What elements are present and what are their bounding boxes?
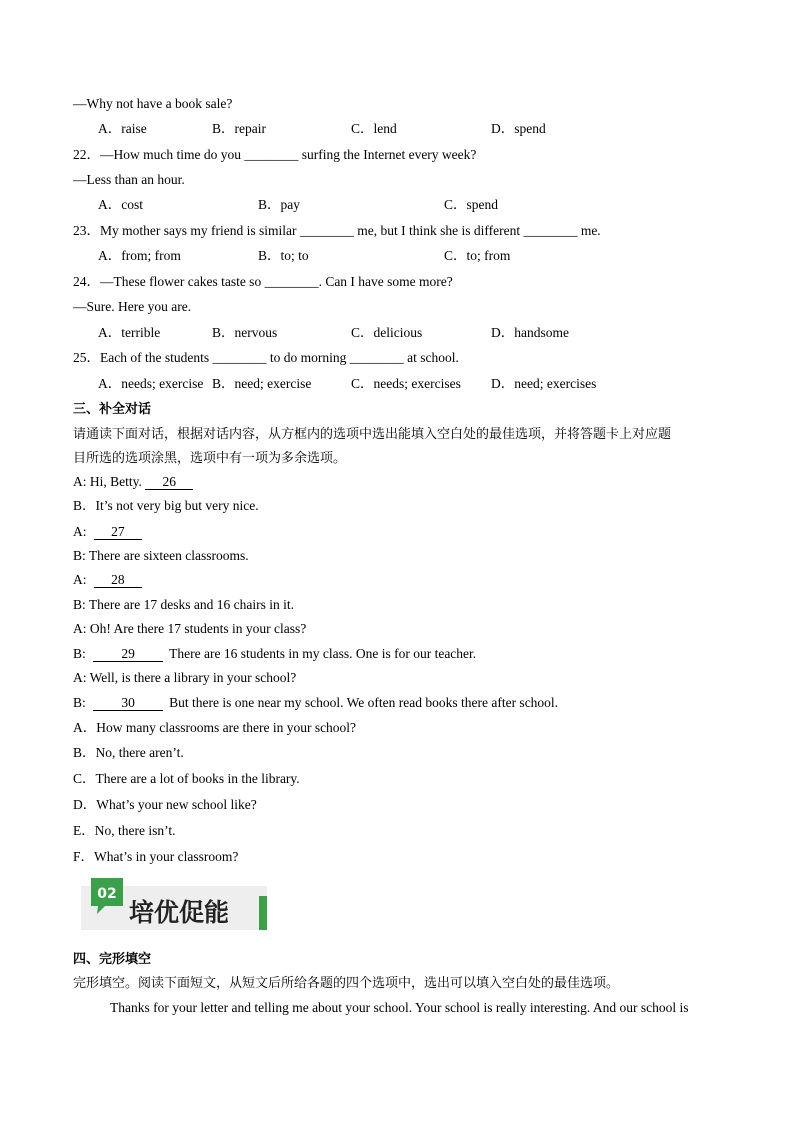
- choice-a: A．How many classrooms are there in your school?: [73, 720, 357, 735]
- q24-option-d: D．handsome: [491, 325, 569, 340]
- q25-stem: 25．Each of the students ________ to do morning ________ at school.: [73, 350, 459, 365]
- q24-option-a: A．terrible: [98, 325, 161, 340]
- q21-option-d: D．spend: [491, 121, 546, 136]
- q25-option-a: A．needs; exercise: [98, 376, 204, 391]
- blank-26: 26: [145, 475, 193, 490]
- q24-option-b: B．nervous: [212, 325, 278, 340]
- choice-b: B．No, there aren’t.: [73, 745, 184, 760]
- dialogue-line-1: A: Hi, Betty. 26: [73, 474, 193, 490]
- choice-f: F．What’s in your classroom?: [73, 849, 239, 864]
- q25-option-c: C．needs; exercises: [351, 376, 461, 391]
- q23-option-c: C．to; from: [444, 248, 511, 263]
- blank-30: 30: [93, 696, 163, 711]
- dialogue-line-6: B: There are 17 desks and 16 chairs in it.: [73, 597, 294, 612]
- dialogue-line-9: A: Well, is there a library in your school?: [73, 670, 297, 685]
- q22-reply: —Less than an hour.: [73, 172, 185, 187]
- banner-graphic: [81, 876, 269, 932]
- q24-reply: —Sure. Here you are.: [73, 299, 192, 314]
- q23-option-a: A．from; from: [98, 248, 181, 263]
- q23-stem: 23．My mother says my friend is similar ________ me, but I think she is different ________ me.: [73, 223, 601, 238]
- section4-instructions: 完形填空。阅读下面短文，从短文后所给各题的四个选项中，选出可以填入空白处的最佳选项。: [73, 976, 620, 991]
- section4-title: 四、完形填空: [73, 952, 152, 967]
- section3-instructions-2: 目所选的选项涂黑，选项中有一项为多余选项。: [73, 451, 347, 466]
- choice-d: D．What’s your new school like?: [73, 797, 257, 812]
- q24-option-c: C．delicious: [351, 325, 423, 340]
- blank-28: 28: [94, 573, 142, 588]
- q22-option-a: A．cost: [98, 197, 143, 212]
- section-banner: [81, 876, 269, 932]
- dialogue-line-5: A: 28: [73, 572, 142, 588]
- q25-option-b: B．need; exercise: [212, 376, 312, 391]
- q23-option-b: B．to; to: [258, 248, 309, 263]
- q21-option-b: B．repair: [212, 121, 266, 136]
- choice-c: C．There are a lot of books in the library.: [73, 771, 300, 786]
- section3-instructions-1: 请通读下面对话，根据对话内容，从方框内的选项中选出能填入空白处的最佳选项，并将答题卡上对应题: [73, 427, 672, 442]
- dialogue-line-7: A: Oh! Are there 17 students in your class?: [73, 621, 307, 636]
- dialogue-line-8: B: 29 There are 16 students in my class. One is for our teacher.: [73, 646, 477, 661]
- q24-stem: 24．—These flower cakes taste so ________. Can I have some more?: [73, 274, 453, 289]
- dialogue-line-2: B．It’s not very big but very nice.: [73, 498, 259, 513]
- q22-option-c: C．spend: [444, 197, 498, 212]
- q22-option-b: B．pay: [258, 197, 300, 212]
- q21-option-c: C．lend: [351, 121, 397, 136]
- section3-title: 三、补全对话: [73, 402, 152, 417]
- passage-first-line: Thanks for your letter and telling me about your school. Your school is really interesting. And our school is: [110, 1000, 689, 1015]
- choice-e: E．No, there isn’t.: [73, 823, 176, 838]
- q22-stem: 22．—How much time do you ________ surfing the Internet every week?: [73, 147, 477, 162]
- dialogue-line-3: A: 27: [73, 524, 142, 540]
- banner-number: 02: [97, 886, 117, 902]
- q21-tail: —Why not have a book sale?: [73, 96, 233, 111]
- q25-option-d: D．need; exercises: [491, 376, 597, 391]
- blank-27: 27: [94, 525, 142, 540]
- blank-29: 29: [93, 647, 163, 662]
- banner-title: 培优促能: [129, 898, 230, 927]
- banner-accent-bar: [259, 896, 267, 930]
- q21-option-a: A．raise: [98, 121, 147, 136]
- dialogue-line-4: B: There are sixteen classrooms.: [73, 548, 249, 563]
- dialogue-line-10: B: 30 But there is one near my school. We often read books there after school.: [73, 695, 559, 710]
